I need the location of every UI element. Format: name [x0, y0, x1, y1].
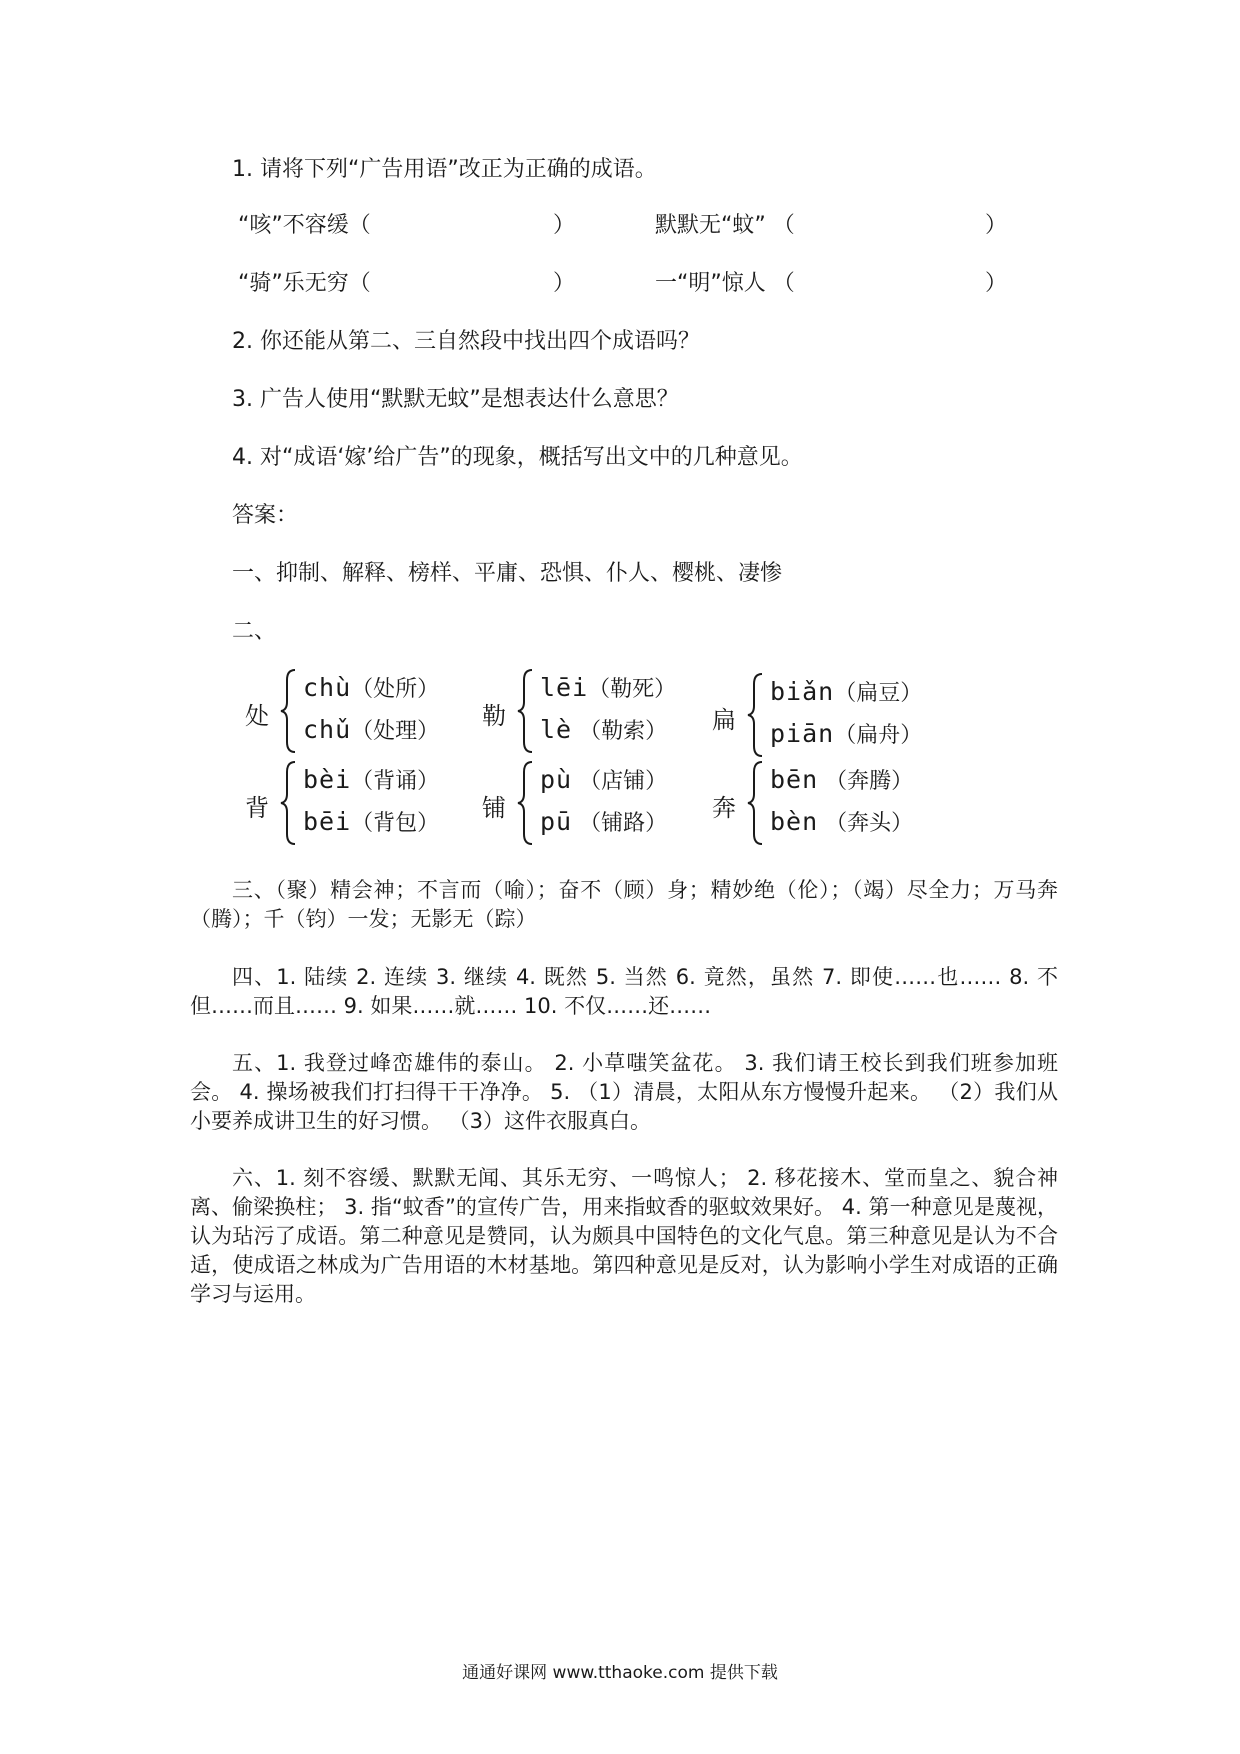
- pinyin-reading: bēn: [770, 765, 819, 794]
- pinyin-char: 背: [245, 794, 269, 822]
- pair-2-left: “骑”乐无穷（: [238, 271, 371, 296]
- answer-two-label: 二、: [232, 619, 277, 644]
- pinyin-reading: chù: [303, 673, 352, 702]
- question-2: 2. 你还能从第二、三自然段中找出四个成语吗？: [232, 329, 700, 354]
- pinyin-word: （处理）: [351, 719, 440, 744]
- pair-1-right: 默默无“蚊” （: [655, 213, 795, 238]
- pair-1-right-close: ）: [985, 213, 1008, 238]
- pair-2-right-close: ）: [985, 271, 1008, 296]
- answers-heading: 答案：: [232, 503, 299, 528]
- pair-2-left-close: ）: [553, 271, 576, 296]
- pinyin-reading: chǔ: [303, 715, 352, 744]
- pinyin-word: （店铺）: [572, 769, 668, 794]
- brace-icon: [746, 672, 764, 758]
- pinyin-char: 勒: [482, 702, 506, 730]
- pinyin-word: （奔腾）: [818, 769, 914, 794]
- pinyin-reading: bèi: [303, 765, 352, 794]
- answer-five: 五、1. 我登过峰峦雄伟的泰山。 2. 小草嗤笑盆花。 3. 我们请王校长到我们班参加班会。 4. 操场被我们打扫得干干净净。 5. （1）清晨，太阳从东方慢慢升起来。 （2）我们从小要养成讲卫生的好习惯。 （3）这件衣服真白。: [190, 1051, 1058, 1133]
- pinyin-char: 铺: [482, 794, 506, 822]
- pinyin-word: （扁舟）: [834, 723, 923, 748]
- pinyin-reading: lè: [540, 715, 573, 744]
- pinyin-reading: bēi: [303, 807, 352, 836]
- pinyin-reading: bèn: [770, 807, 819, 836]
- pair-2-right: 一“明”惊人 （: [655, 271, 795, 296]
- brace-icon: [279, 760, 297, 846]
- pinyin-word: （勒死）: [588, 677, 677, 702]
- pinyin-word: （奔头）: [818, 811, 914, 836]
- pinyin-char: 奔: [712, 794, 736, 822]
- answer-six: 六、1. 刻不容缓、默默无闻、其乐无穷、一鸣惊人； 2. 移花接木、堂而皇之、貌合神离、偷梁换柱； 3. 指“蚊香”的宣传广告，用来指蚊香的驱蚊效果好。 4. 第一种意见是蔑视，认为玷污了成语。第二种意见是赞同，认为颇具中国特色的文化气息。第三种意见是认为不合适，使成语之林成为广告用语的木材基地。第四种意见是反对，认为影响小学生对成语的正确学习与运用。: [190, 1166, 1058, 1306]
- answer-four: 四、1. 陆续 2. 连续 3. 继续 4. 既然 5. 当然 6. 竟然，虽然 7. 即使……也…… 8. 不但……而且…… 9. 如果……就…… 10. 不仅……还……: [190, 965, 1058, 1018]
- brace-icon: [516, 760, 534, 846]
- pinyin-word: （处所）: [351, 677, 440, 702]
- pinyin-char: 扁: [712, 706, 736, 734]
- pinyin-reading: lēi: [540, 673, 589, 702]
- brace-icon: [746, 760, 764, 846]
- pinyin-reading: biǎn: [770, 677, 835, 706]
- answer-one: 一、抑制、解释、榜样、平庸、恐惧、仆人、樱桃、凄惨: [232, 561, 783, 586]
- page-footer: 通通好课网 www.tthaoke.com 提供下载: [462, 1663, 778, 1683]
- brace-icon: [279, 668, 297, 754]
- question-1: 1. 请将下列“广告用语”改正为正确的成语。: [232, 157, 657, 182]
- pinyin-reading: pū: [540, 807, 573, 836]
- answer-three: 三、（聚）精会神；不言而（喻）；奋不（顾）身；精妙绝（伦）；（竭）尽全力；万马奔（腾）；千（钧）一发；无影无（踪）: [190, 878, 1058, 931]
- pinyin-word: （铺路）: [572, 811, 668, 836]
- pinyin-word: （背包）: [351, 811, 440, 836]
- pair-1-left-close: ）: [553, 213, 576, 238]
- pair-1-left: “咳”不容缓（: [238, 213, 371, 238]
- pinyin-reading: piān: [770, 719, 835, 748]
- question-4: 4. 对“成语‘嫁’给广告”的现象，概括写出文中的几种意见。: [232, 445, 803, 470]
- pinyin-char: 处: [245, 702, 269, 730]
- pinyin-word: （勒索）: [572, 719, 668, 744]
- brace-icon: [516, 668, 534, 754]
- pinyin-word: （背诵）: [351, 769, 440, 794]
- pinyin-word: （扁豆）: [834, 681, 923, 706]
- question-3: 3. 广告人使用“默默无蚊”是想表达什么意思？: [232, 387, 679, 412]
- pinyin-reading: pù: [540, 765, 573, 794]
